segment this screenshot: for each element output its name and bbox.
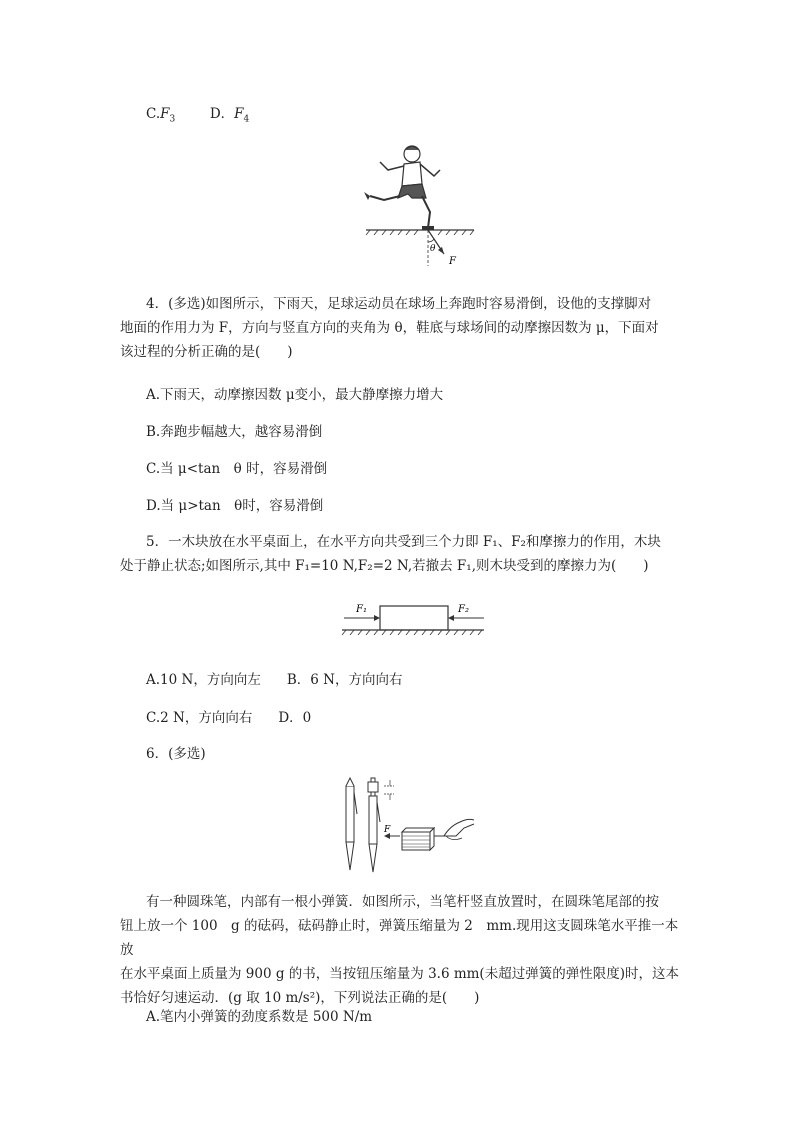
q5-option-b: B．6 N，方向向右 xyxy=(286,672,403,688)
f2-label: F₂ xyxy=(458,604,469,615)
q5-option-c: C.2 N，方向向右 xyxy=(146,710,253,726)
q3-options xyxy=(146,102,249,125)
figure-pen-spring xyxy=(338,774,478,878)
figure-block-forces xyxy=(338,598,488,638)
angle-label: θ xyxy=(430,244,436,254)
q4-option-d: D.当 μ>tan θ时，容易滑倒 xyxy=(146,498,324,514)
q5-option-a: A.10 N，方向向左 xyxy=(146,672,261,688)
pen-force-label: F xyxy=(384,825,391,835)
q6-title: 6．(多选) xyxy=(146,746,206,762)
q4-option-c: C.当 μ<tan θ 时，容易滑倒 xyxy=(146,461,328,477)
q5-stem: 5．一木块放在水平桌面上，在水平方向共受到三个力即 F₁、F₂和摩擦力的作用，木块 处于静止状态;如图所示,其中 F₁=10 N,F₂=2 N,若撤去 F₁,则木块受到的摩擦力为( ) xyxy=(120,534,661,574)
q5-options-cd xyxy=(146,706,311,726)
q4-option-b: B.奔跑步幅越大，越容易滑倒 xyxy=(146,424,323,440)
figure-football-player xyxy=(360,140,480,270)
q6-option-a: A.笔内小弹簧的劲度系数是 500 N/m xyxy=(146,1009,373,1025)
q3-option-d: D．$F_4$ xyxy=(209,106,250,125)
force-label: F xyxy=(449,256,456,267)
q3-option-c: $C.F_3$ xyxy=(146,106,176,125)
q6-stem: 有一种圆珠笔，内部有一根小弹簧．如图所示，当笔杆竖直放置时，在圆珠笔尾部的按 钮上放一个 100 g 的砝码，砝码静止时，弹簧压缩量为 2 mm.现用这支圆珠笔水平推一本放 在水平桌面上质量为 900 g 的书，当按钮压缩量为 3.6 mm(未超过弹簧的弹性限度)时，这本 书恰好匀速运动．(g 取 10 m/s²)，下列说法正确的是( ) xyxy=(120,894,679,1006)
q5-options-ab xyxy=(146,668,402,688)
f1-label: F₁ xyxy=(356,604,367,615)
q5-option-d: D．0 xyxy=(278,710,312,726)
q4-stem: 4．(多选)如图所示，下雨天，足球运动员在球场上奔跑时容易滑倒，设他的支撑脚对 地面的作用力为 F，方向与竖直方向的夹角为 θ，鞋底与球场间的动摩擦因数为 μ，下面对 该过程的分析正确的是( ) xyxy=(120,296,659,360)
q4-option-a: A.下雨天，动摩擦因数 μ变小，最大静摩擦力增大 xyxy=(146,387,444,403)
